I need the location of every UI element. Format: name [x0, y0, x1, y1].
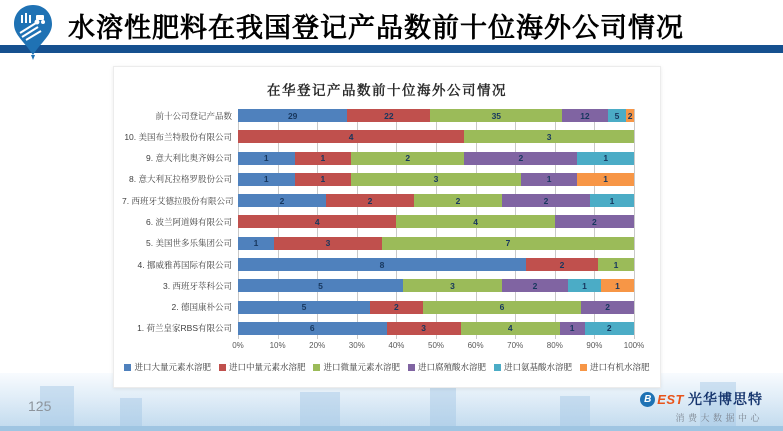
bar-segment[interactable] [238, 258, 526, 271]
chart-row [122, 194, 634, 207]
segment-value: 2 [279, 195, 285, 206]
bar-container [238, 279, 634, 292]
legend-item [219, 361, 306, 373]
bar-segment[interactable] [585, 322, 635, 335]
bar-segment[interactable] [238, 301, 370, 314]
segment-value: 1 [582, 280, 587, 291]
bar-segment[interactable] [577, 173, 634, 186]
best-logo-text: EST [657, 391, 684, 407]
grid-line [634, 109, 635, 339]
segment-value: 6 [309, 323, 315, 334]
segment-value: 12 [580, 110, 590, 121]
legend-item [408, 361, 486, 373]
legend-swatch-icon [313, 364, 320, 371]
chart-row [122, 322, 634, 335]
bar-segment[interactable] [423, 301, 581, 314]
category-label: 10. 美国布兰特股份有限公司 [124, 131, 232, 142]
segment-value: 1 [263, 153, 269, 164]
page-number: 125 [28, 398, 52, 414]
bar-segment[interactable] [295, 173, 352, 186]
bar-segment[interactable] [562, 109, 607, 122]
legend-label: 进口腐殖酸水溶肥 [418, 362, 487, 372]
brand-subtitle: 消费大数据中心 [675, 413, 763, 423]
chart-panel [113, 66, 661, 388]
bar-container [238, 215, 634, 228]
bar-segment[interactable] [608, 109, 627, 122]
segment-value: 1 [603, 174, 609, 185]
segment-value: 4 [473, 216, 478, 227]
legend-item [494, 361, 572, 373]
bar-segment[interactable] [626, 109, 634, 122]
chart-row [122, 237, 634, 250]
segment-value: 3 [433, 174, 439, 185]
segment-value: 2 [559, 259, 565, 270]
bar-segment[interactable] [370, 301, 423, 314]
bar-segment[interactable] [326, 194, 414, 207]
segment-value: 2 [592, 216, 597, 227]
legend-swatch-icon [408, 364, 415, 371]
segment-value: 6 [499, 302, 505, 313]
bar-segment[interactable] [238, 194, 326, 207]
legend-label: 进口有机水溶肥 [590, 362, 650, 372]
bar-segment[interactable] [502, 194, 590, 207]
bar-container [238, 173, 634, 186]
segment-value: 35 [491, 110, 502, 121]
segment-value: 1 [253, 238, 259, 249]
bar-segment[interactable] [274, 237, 382, 250]
x-axis-tick-label: 70% [507, 341, 524, 350]
chart-row [122, 215, 634, 228]
legend-label: 进口微量元素水溶肥 [323, 362, 400, 372]
chart-row [122, 279, 634, 292]
segment-value: 4 [314, 216, 320, 227]
plot-area [122, 109, 634, 335]
x-axis-tick-label: 90% [586, 341, 603, 350]
segment-value: 2 [405, 153, 411, 164]
legend-swatch-icon [124, 364, 131, 371]
bar-segment[interactable] [414, 194, 502, 207]
chart-row [122, 152, 634, 165]
segment-value: 1 [615, 280, 620, 291]
bar-container [238, 152, 634, 165]
legend-item [580, 361, 650, 373]
best-logo-icon: B [640, 392, 655, 407]
x-axis-tick-label: 50% [427, 341, 445, 350]
bar-segment[interactable] [560, 322, 585, 335]
bottom-strip [0, 426, 783, 431]
segment-value: 4 [348, 131, 354, 142]
bar-segment[interactable] [295, 152, 352, 165]
legend-label: 进口中量元素水溶肥 [228, 362, 306, 372]
brand-name: 光华博思特 [688, 391, 763, 407]
bar-container [238, 194, 634, 207]
bar-segment[interactable] [347, 109, 430, 122]
bar-segment[interactable] [387, 322, 461, 335]
segment-value: 2 [543, 195, 549, 206]
bar-segment[interactable] [238, 109, 347, 122]
x-axis-tick-label: 10% [269, 341, 286, 350]
legend-item [124, 361, 211, 373]
header-divider-bar [0, 45, 783, 53]
segment-value: 2 [532, 280, 538, 291]
category-label: 1. 荷兰皇家RBS有限公司 [137, 323, 232, 334]
legend-swatch-icon [219, 364, 226, 371]
bar-segment[interactable] [238, 215, 396, 228]
segment-value: 1 [603, 153, 609, 164]
segment-value: 1 [613, 259, 619, 270]
segment-value: 1 [263, 174, 269, 185]
category-label: 5. 美国世多乐集团公司 [146, 238, 232, 249]
bar-segment[interactable] [238, 152, 295, 165]
x-axis-tick-label: 20% [309, 341, 326, 350]
bar-container [238, 130, 634, 143]
segment-value: 3 [325, 238, 331, 249]
bar-segment[interactable] [382, 237, 634, 250]
bar-segment[interactable] [555, 215, 634, 228]
bar-segment[interactable] [461, 322, 560, 335]
bar-container [238, 237, 634, 250]
segment-value: 1 [320, 174, 326, 185]
bar-segment[interactable] [590, 194, 634, 207]
bar-segment[interactable] [598, 258, 634, 271]
x-axis [232, 341, 645, 353]
segment-value: 1 [320, 153, 326, 164]
bar-container [238, 258, 634, 271]
bar-segment[interactable] [403, 279, 502, 292]
bar-segment[interactable] [238, 173, 295, 186]
bar-segment[interactable] [568, 279, 601, 292]
bar-segment[interactable] [464, 152, 577, 165]
segment-value: 2 [367, 195, 373, 206]
segment-value: 7 [505, 238, 511, 249]
legend-label: 进口氨基酸水溶肥 [504, 362, 573, 372]
bar-container [238, 301, 634, 314]
bar-segment[interactable] [502, 279, 568, 292]
segment-value: 3 [450, 280, 455, 291]
segment-value: 4 [507, 323, 513, 334]
segment-value: 5 [318, 280, 323, 291]
category-label: 4. 挪威雅苒国际有限公司 [137, 259, 232, 270]
segment-value: 2 [518, 153, 524, 164]
chart-row [122, 258, 634, 271]
chart-row [122, 301, 634, 314]
category-label: 8. 意大利瓦拉格罗股份公司 [129, 174, 232, 185]
chart-title: 在华登记产品数前十位海外公司情况 [267, 83, 507, 98]
bar-segment[interactable] [238, 322, 387, 335]
segment-value: 2 [455, 195, 461, 206]
legend-swatch-icon [580, 364, 587, 371]
brand-pin-logo [10, 3, 56, 61]
category-label: 9. 意大利比奥齐姆公司 [146, 153, 232, 164]
bar-segment[interactable] [581, 301, 634, 314]
segment-value: 5 [301, 302, 307, 313]
x-axis-tick-label: 30% [348, 341, 365, 350]
bar-segment[interactable] [526, 258, 598, 271]
chart-row [122, 173, 634, 186]
x-axis-tick-label: 40% [388, 341, 405, 350]
segment-value: 2 [394, 302, 399, 313]
page-title: 水溶性肥料在我国登记产品数前十位海外公司情况 [68, 13, 684, 43]
segment-value: 8 [379, 259, 385, 270]
segment-value: 3 [421, 323, 426, 334]
segment-value: 1 [569, 323, 575, 334]
bar-segment[interactable] [238, 279, 403, 292]
category-label: 7. 西班牙艾德拉股份有限公司 [122, 195, 234, 206]
segment-value: 2 [606, 323, 612, 334]
bar-segment[interactable] [521, 173, 578, 186]
legend-label: 进口大量元素水溶肥 [134, 362, 211, 372]
category-label: 2. 德国康朴公司 [171, 302, 232, 313]
segment-value: 2 [605, 302, 610, 313]
bar-container [238, 109, 634, 122]
segment-value: 22 [384, 110, 394, 121]
footer-brand [640, 389, 763, 424]
category-label: 前十公司登记产品数 [155, 110, 232, 121]
segment-value: 1 [546, 174, 552, 185]
x-axis-tick-label: 80% [546, 341, 563, 350]
category-label: 6. 波兰阿道姆有限公司 [146, 216, 232, 227]
segment-value: 2 [627, 110, 633, 121]
bar-segment[interactable] [430, 109, 562, 122]
bar-segment[interactable] [464, 130, 634, 143]
x-axis-tick-label: 60% [467, 341, 484, 350]
bar-segment[interactable] [238, 237, 274, 250]
bar-segment[interactable] [351, 173, 521, 186]
category-label: 3. 西班牙萃科公司 [163, 280, 232, 291]
legend-item [313, 361, 400, 373]
chart-rows [122, 109, 634, 335]
bar-container [238, 322, 634, 335]
x-axis-tick-label: 100% [623, 341, 645, 350]
segment-value: 29 [287, 110, 298, 121]
chart-row [122, 130, 634, 143]
bar-segment[interactable] [351, 152, 464, 165]
chart-row [122, 109, 634, 122]
segment-value: 5 [614, 110, 620, 121]
chart-legend [114, 361, 660, 373]
x-axis-tick-label: 0% [232, 341, 244, 350]
bar-segment[interactable] [238, 130, 464, 143]
segment-value: 1 [609, 195, 615, 206]
bar-segment[interactable] [396, 215, 554, 228]
bar-segment[interactable] [577, 152, 634, 165]
segment-value: 3 [546, 131, 552, 142]
legend-swatch-icon [494, 364, 501, 371]
bar-segment[interactable] [601, 279, 634, 292]
